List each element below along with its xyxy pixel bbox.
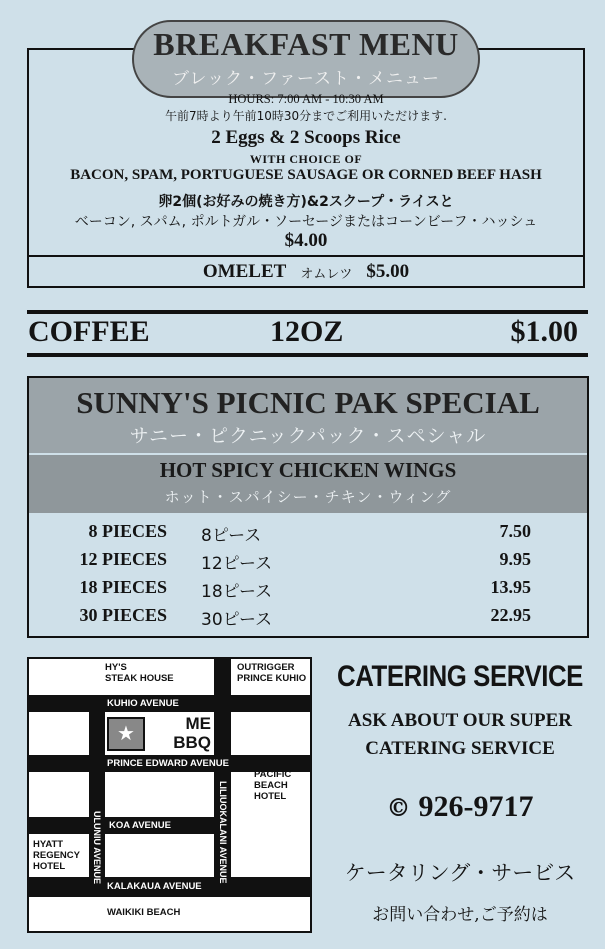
coffee-price: $1.00 <box>510 315 578 348</box>
breakfast-title-jp: ブレック・ファースト・メニュー <box>172 69 440 89</box>
picnic-pak-title-jp: サニー・ピクニックパック・スペシャル <box>129 425 487 447</box>
catering-ask-line-2: CATERING SERVICE <box>365 738 555 759</box>
map-label-outrigger: OUTRIGGER PRINCE KUHIO <box>237 662 307 684</box>
me-bbq-marker <box>107 717 145 751</box>
catering-ask-line-1: ASK ABOUT OUR SUPER <box>347 710 572 731</box>
wing-pieces: 18 PIECES <box>79 577 167 597</box>
location-map <box>27 657 312 933</box>
wing-row <box>29 605 587 631</box>
star-icon: ★ <box>117 721 135 745</box>
coffee-size: 12OZ <box>270 315 344 348</box>
map-label-hys: HY'S STEAK HOUSE <box>105 662 174 684</box>
breakfast-price: $4.00 <box>284 230 328 251</box>
map-label-koa: KOA AVENUE <box>109 820 171 831</box>
picnic-pak-subtitle: HOT SPICY CHICKEN WINGS <box>159 458 457 482</box>
wing-pieces-jp: 30ピース <box>201 610 273 630</box>
wing-pieces: 8 PIECES <box>88 521 167 541</box>
omelet-name: OMELET <box>202 261 287 282</box>
map-label-prince-edward: PRINCE EDWARD AVENUE <box>107 758 229 769</box>
wing-pieces: 12 PIECES <box>79 549 167 569</box>
map-label-pacific-beach: PACIFIC BEACH HOTEL <box>254 769 292 802</box>
map-label-kalakaua: KALAKAUA AVENUE <box>107 881 202 892</box>
breakfast-options: BACON, SPAM, PORTUGUESE SAUSAGE OR CORNED BEEF HASH <box>70 167 542 183</box>
map-label-liliuokalani: LILIUOKALANI AVENUE <box>218 781 228 884</box>
breakfast-hours-jp: 午前7時より午前10時30分までご利用いただけます. <box>165 109 447 123</box>
catering-phone-number: 926-9717 <box>418 790 534 823</box>
wing-row <box>29 577 587 603</box>
breakfast-main-item: 2 Eggs & 2 Scoops Rice <box>211 127 401 148</box>
coffee-name: COFFEE <box>28 315 150 348</box>
wing-pieces-jp: 8ピース <box>201 526 262 546</box>
map-label-uluniu: ULUNIU AVENUE <box>92 811 102 885</box>
picnic-pak-title: SUNNY'S PICNIC PAK SPECIAL <box>76 385 540 420</box>
coffee-top-rule <box>27 310 588 314</box>
catering-contact-jp: お問い合わせ,ご予約は <box>372 905 548 925</box>
wing-price: 22.95 <box>490 605 531 625</box>
breakfast-divider <box>27 255 585 257</box>
catering-phone <box>315 790 605 824</box>
coffee-bottom-rule <box>27 353 588 357</box>
wing-price: 13.95 <box>490 577 531 597</box>
omelet-row <box>27 258 585 286</box>
wing-pieces-jp: 12ピース <box>201 554 273 574</box>
omelet-price: $5.00 <box>366 261 410 282</box>
breakfast-options-jp-2: ベーコン, スパム, ポルトガル・ソーセージまたはコーンビーフ・ハッシュ <box>74 214 538 230</box>
wing-pieces-jp: 18ピース <box>201 582 273 602</box>
catering-title: CATERING SERVICE <box>337 660 583 693</box>
breakfast-options-jp-1: 卵2個(お好みの焼き方)&2スクープ・ライスと <box>158 194 454 210</box>
wing-pieces: 30 PIECES <box>79 605 167 625</box>
catering-title-jp: ケータリング・サービス <box>344 861 576 885</box>
map-label-kuhio: KUHIO AVENUE <box>107 698 179 709</box>
wing-row <box>29 549 587 575</box>
map-label-me-bbq: ME BBQ <box>173 714 211 752</box>
wing-row <box>29 521 587 547</box>
map-label-waikiki: WAIKIKI BEACH <box>107 907 181 918</box>
breakfast-hours: HOURS: 7:00 AM - 10:30 AM <box>228 92 384 106</box>
picnic-pak-subtitle-jp: ホット・スパイシー・チキン・ウィング <box>164 488 452 506</box>
omelet-name-jp: オムレツ <box>300 266 353 282</box>
breakfast-title: BREAKFAST MENU <box>153 26 459 62</box>
wing-price: 9.95 <box>499 549 531 569</box>
breakfast-choice-text: WITH CHOICE OF <box>249 152 363 166</box>
map-label-hyatt: HYATT REGENCY HOTEL <box>33 839 80 872</box>
phone-icon: © <box>386 792 411 822</box>
wing-price: 7.50 <box>499 521 531 541</box>
